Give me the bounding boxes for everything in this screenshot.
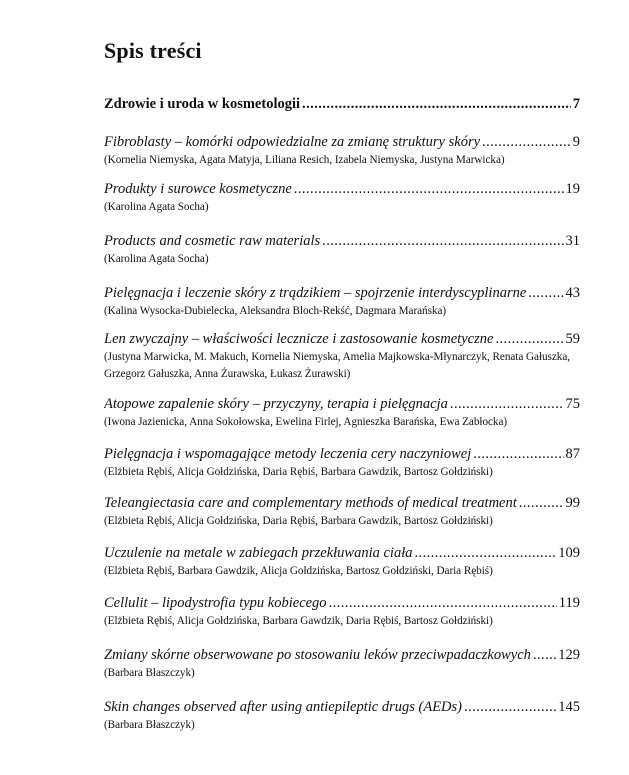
toc-entry[interactable] <box>104 233 580 268</box>
dot-leader <box>329 595 557 612</box>
entry-authors: (Justyna Marwicka, M. Makuch, Kornelia Niemyska, Amelia Majkowska-Młynarczyk, Renata Gałuszka, Grzegorz Gałuszka, Anna Żurawska, Łukasz Żurawski) <box>104 351 570 380</box>
entry-title: Teleangiectasia care and complementary methods of medical treatment <box>104 495 517 511</box>
entry-authors: (Barbara Błaszczyk) <box>104 719 195 731</box>
entry-authors: (Kalina Wysocka-Dubielecka, Aleksandra Bloch-Rekść, Dagmara Marańska) <box>104 305 447 317</box>
dot-leader <box>464 699 556 716</box>
entry-authors: (Elżbieta Rębiś, Barbara Gawdzik, Alicja Gołdzińska, Bartosz Gołdziński, Daria Rębiś) <box>104 565 493 577</box>
entry-title: Pielęgnacja i wspomagające metody leczenia cery naczyniowej <box>104 446 472 462</box>
toc-entry[interactable] <box>104 446 580 481</box>
dot-leader <box>495 331 563 348</box>
entry-title: Produkty i surowce kosmetyczne <box>104 181 292 197</box>
entry-page-number: 119 <box>558 595 580 611</box>
section-page-number: 7 <box>572 96 580 112</box>
entry-page-number: 87 <box>565 446 580 462</box>
dot-leader <box>473 446 563 463</box>
toc-entry[interactable] <box>104 699 580 734</box>
entry-authors: (Karolina Agata Socha) <box>104 253 209 265</box>
entry-authors: (Elżbieta Rębiś, Alicja Gołdzińska, Barbara Gawdzik, Daria Rębiś, Bartosz Gołdziński) <box>104 615 493 627</box>
dot-leader <box>294 181 564 198</box>
entry-page-number: 9 <box>572 134 580 150</box>
entry-page-number: 99 <box>565 495 580 511</box>
entry-title: Fibroblasty – komórki odpowiedzialne za zmianę struktury skóry <box>104 134 481 150</box>
toc-entry[interactable] <box>104 134 580 169</box>
entry-title: Pielęgnacja i leczenie skóry z trądzikiem – spojrzenie interdyscyplinarne <box>104 285 527 301</box>
toc-entry[interactable] <box>104 181 580 216</box>
entry-page-number: 109 <box>558 545 580 561</box>
entry-authors: (Iwona Jazienicka, Anna Sokołowska, Ewelina Firlej, Agnieszka Barańska, Ewa Zabłocka) <box>104 416 508 428</box>
entry-page-number: 19 <box>565 181 580 197</box>
toc-entry[interactable] <box>104 545 580 580</box>
entry-authors: (Karolina Agata Socha) <box>104 201 209 213</box>
page-title: Spis treści <box>104 38 202 63</box>
dot-leader <box>450 396 564 413</box>
toc-entry[interactable] <box>104 595 580 630</box>
entry-title: Skin changes observed after using antiepileptic drugs (AEDs) <box>104 699 463 715</box>
toc-entry[interactable] <box>104 396 580 431</box>
toc-entry[interactable] <box>104 331 580 383</box>
toc-entry[interactable] <box>104 647 580 682</box>
dot-leader <box>302 96 571 113</box>
entry-title: Zmiany skórne obserwowane po stosowaniu leków przeciwpadaczkowych <box>104 647 531 663</box>
dot-leader <box>528 285 563 302</box>
entry-authors: (Kornelia Niemyska, Agata Matyja, Liliana Resich, Izabela Niemyska, Justyna Marwicka) <box>104 154 505 166</box>
toc-entry[interactable] <box>104 285 580 320</box>
entry-authors: (Elżbieta Rębiś, Alicja Gołdzińska, Daria Rębiś, Barbara Gawdzik, Bartosz Gołdziński) <box>104 515 493 527</box>
entry-title: Cellulit – lipodystrofia typu kobiecego <box>104 595 327 611</box>
toc-entry[interactable] <box>104 495 580 530</box>
entry-title: Products and cosmetic raw materials <box>104 233 321 249</box>
entry-page-number: 59 <box>565 331 580 347</box>
entry-page-number: 145 <box>558 699 580 715</box>
entry-title: Uczulenie na metale w zabiegach przekłuwania ciała <box>104 545 413 561</box>
section-title: Zdrowie i uroda w kosmetologii <box>104 96 301 112</box>
entry-page-number: 43 <box>565 285 580 301</box>
dot-leader <box>519 495 564 512</box>
section-heading[interactable] <box>104 96 580 113</box>
dot-leader <box>322 233 563 250</box>
entry-title: Len zwyczajny – właściwości lecznicze i zastosowanie kosmetyczne <box>104 331 494 347</box>
dot-leader <box>482 134 571 151</box>
dot-leader <box>533 647 556 664</box>
entry-authors: (Barbara Błaszczyk) <box>104 667 195 679</box>
entry-page-number: 75 <box>565 396 580 412</box>
dot-leader <box>414 545 556 562</box>
entry-page-number: 31 <box>565 233 580 249</box>
entry-title: Atopowe zapalenie skóry – przyczyny, terapia i pielęgnacja <box>104 396 448 412</box>
entry-authors: (Elżbieta Rębiś, Alicja Gołdzińska, Daria Rębiś, Barbara Gawdzik, Bartosz Gołdziński) <box>104 466 493 478</box>
entry-page-number: 129 <box>558 647 580 663</box>
